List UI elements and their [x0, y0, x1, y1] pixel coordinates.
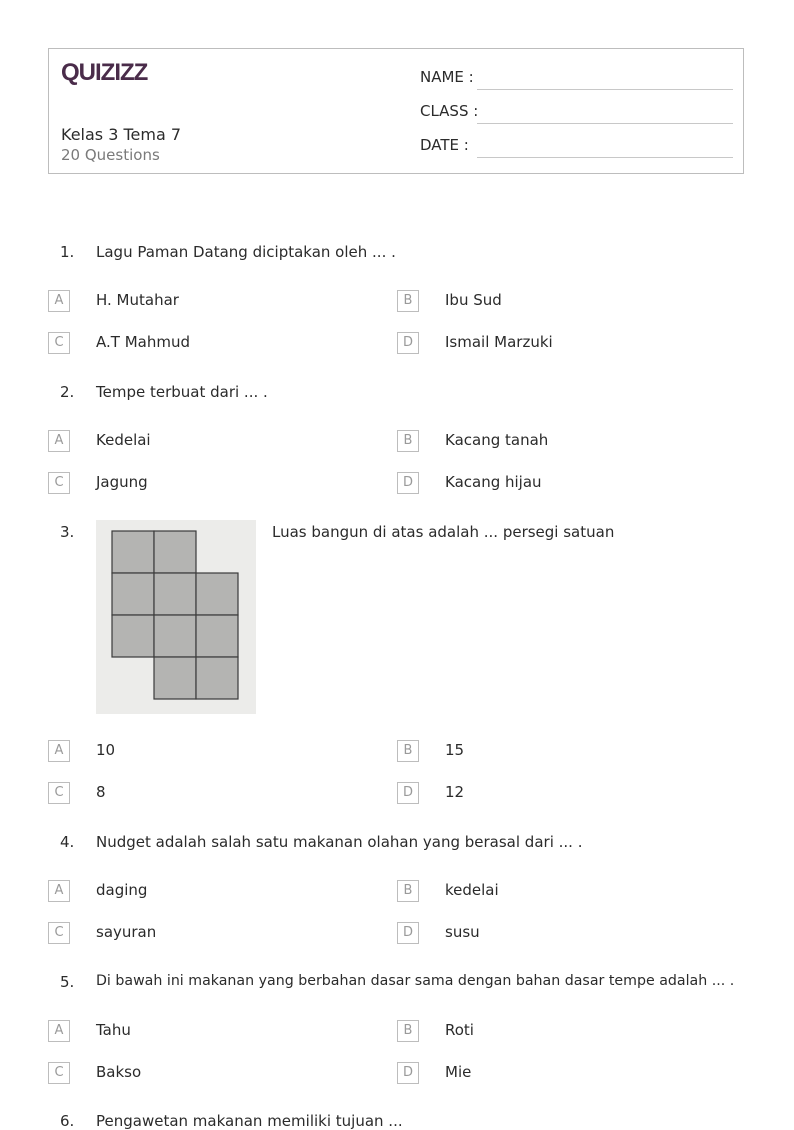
question-number: 2. — [60, 383, 75, 401]
option-text: Jagung — [96, 473, 148, 491]
date-line[interactable] — [477, 157, 733, 158]
option-text: Kacang hijau — [445, 473, 542, 491]
option-text: 15 — [445, 741, 465, 759]
question-text: Pengawetan makanan memiliki tujuan ... — [96, 1112, 403, 1130]
option-letter-box: C — [48, 922, 70, 944]
option-letter-box: D — [397, 1062, 419, 1084]
answer-option[interactable] — [397, 430, 697, 454]
answer-option[interactable] — [48, 922, 348, 946]
grid-cell — [154, 615, 196, 657]
option-text: Mie — [445, 1063, 472, 1081]
option-letter-box: B — [397, 1020, 419, 1042]
option-letter-box: B — [397, 740, 419, 762]
answer-option[interactable] — [397, 332, 697, 356]
option-text: 10 — [96, 741, 116, 759]
name-label: NAME : — [420, 68, 474, 86]
class-line[interactable] — [477, 123, 733, 124]
grid-figure-image — [96, 520, 256, 714]
grid-cell — [112, 531, 154, 573]
question-text: Luas bangun di atas adalah ... persegi satuan — [272, 523, 615, 541]
option-letter-box: C — [48, 1062, 70, 1084]
option-letter-box: C — [48, 472, 70, 494]
answer-option[interactable] — [48, 430, 348, 454]
option-letter-box: A — [48, 740, 70, 762]
answer-option[interactable] — [48, 1020, 348, 1044]
option-text: Ismail Marzuki — [445, 333, 553, 351]
option-letter-box: D — [397, 782, 419, 804]
answer-option[interactable] — [48, 290, 348, 314]
date-label: DATE : — [420, 136, 469, 154]
answer-option[interactable] — [48, 782, 348, 806]
answer-option[interactable] — [397, 1020, 697, 1044]
answer-option[interactable] — [48, 1062, 348, 1086]
answer-option[interactable] — [48, 740, 348, 764]
answer-option[interactable] — [48, 880, 348, 904]
question-text: Nudget adalah salah satu makanan olahan yang berasal dari ... . — [96, 833, 583, 851]
option-text: Tahu — [96, 1021, 131, 1039]
grid-cell — [154, 573, 196, 615]
option-text: susu — [445, 923, 480, 941]
question-text: Di bawah ini makanan yang berbahan dasar sama dengan bahan dasar tempe adalah ... . — [96, 973, 735, 989]
option-text: H. Mutahar — [96, 291, 179, 309]
grid-cell — [112, 573, 154, 615]
option-text: Roti — [445, 1021, 474, 1039]
answer-option[interactable] — [397, 880, 697, 904]
answer-option[interactable] — [397, 740, 697, 764]
option-letter-box: A — [48, 1020, 70, 1042]
question-count: 20 Questions — [61, 146, 160, 164]
option-text: 12 — [445, 783, 465, 801]
grid-cell — [196, 657, 238, 699]
option-text: kedelai — [445, 881, 499, 899]
question-text: Lagu Paman Datang diciptakan oleh ... . — [96, 243, 396, 261]
answer-option[interactable] — [397, 782, 697, 806]
class-label: CLASS : — [420, 102, 479, 120]
option-letter-box: B — [397, 880, 419, 902]
option-text: Bakso — [96, 1063, 142, 1081]
question-number: 6. — [60, 1112, 75, 1130]
answer-option[interactable] — [48, 472, 348, 496]
worksheet-title: Kelas 3 Tema 7 — [61, 125, 182, 144]
option-letter-box: B — [397, 430, 419, 452]
grid-cell — [154, 531, 196, 573]
option-text: 8 — [96, 783, 106, 801]
option-text: Ibu Sud — [445, 291, 502, 309]
grid-cell — [112, 615, 154, 657]
answer-option[interactable] — [48, 332, 348, 356]
answer-option[interactable] — [397, 1062, 697, 1086]
quizizz-logo: QUIZIZZ — [61, 59, 148, 86]
grid-cell — [196, 615, 238, 657]
option-text: sayuran — [96, 923, 157, 941]
grid-cell — [196, 573, 238, 615]
option-letter-box: B — [397, 290, 419, 312]
option-letter-box: A — [48, 880, 70, 902]
worksheet-header — [48, 48, 744, 174]
question-number: 4. — [60, 833, 75, 851]
option-letter-box: A — [48, 430, 70, 452]
question-number: 3. — [60, 523, 75, 541]
option-text: A.T Mahmud — [96, 333, 190, 351]
option-letter-box: D — [397, 332, 419, 354]
option-letter-box: A — [48, 290, 70, 312]
question-number: 5. — [60, 973, 75, 991]
question-text: Tempe terbuat dari ... . — [96, 383, 268, 401]
option-text: Kedelai — [96, 431, 151, 449]
answer-option[interactable] — [397, 290, 697, 314]
option-text: Kacang tanah — [445, 431, 549, 449]
unit-square-grid — [96, 520, 256, 714]
option-letter-box: D — [397, 922, 419, 944]
option-letter-box: C — [48, 782, 70, 804]
option-letter-box: C — [48, 332, 70, 354]
option-text: daging — [96, 881, 148, 899]
name-line[interactable] — [477, 89, 733, 90]
answer-option[interactable] — [397, 922, 697, 946]
question-number: 1. — [60, 243, 75, 261]
grid-cell — [154, 657, 196, 699]
answer-option[interactable] — [397, 472, 697, 496]
option-letter-box: D — [397, 472, 419, 494]
